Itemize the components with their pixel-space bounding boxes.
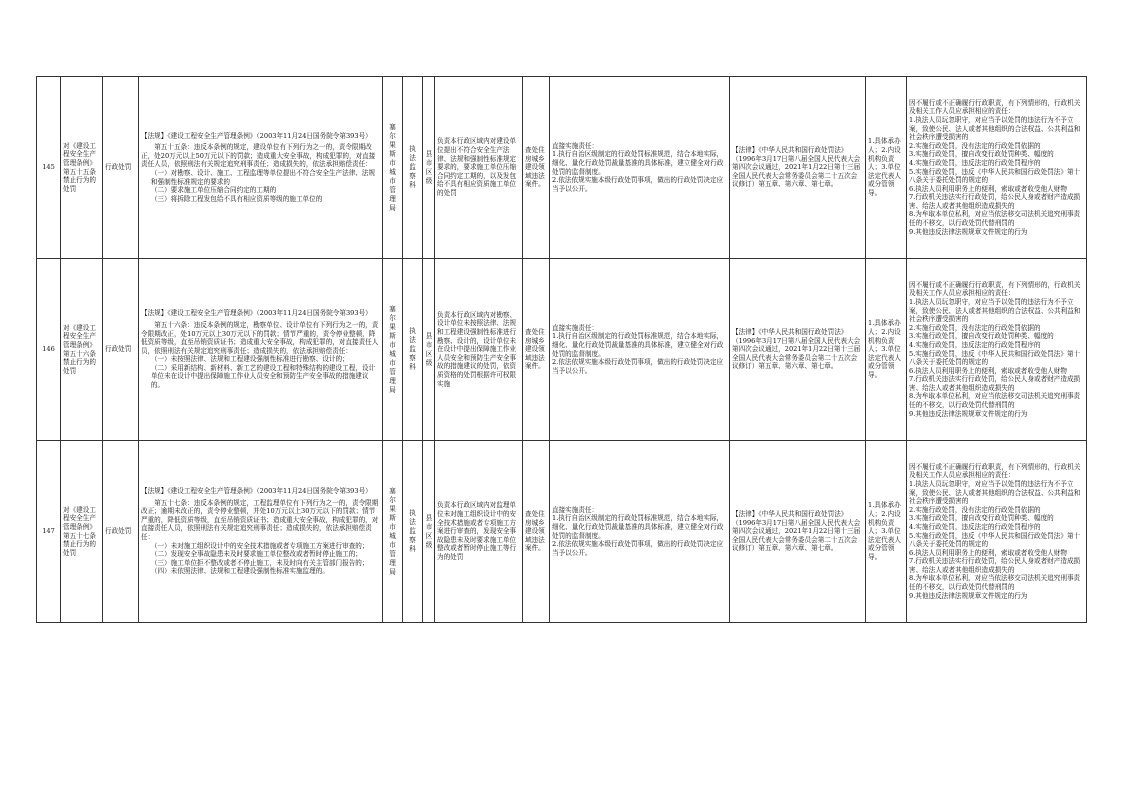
item-name: 对《建设工程安全生产管理条例》第五十六条禁止行为的处罚	[61, 259, 103, 441]
duty-items	[550, 77, 730, 259]
admin-level: 县市区级	[423, 259, 435, 441]
duty-legal-basis	[730, 77, 866, 259]
legal-basis-item: （二）发现安全事故隐患未及时要求施工单位整改或者暂时停止施工的；	[150, 550, 362, 559]
duty-legal-basis-line: 第五章、第六章、第七章。	[758, 362, 838, 371]
legal-basis-items	[141, 169, 380, 203]
duty-items	[550, 259, 730, 441]
matching-duty: 查处住房城乡建设领域违法案件。	[523, 259, 550, 441]
liability-line: 2.实施行政处罚，没有法定的行政处罚依据的	[909, 323, 1041, 332]
row-number: 147	[37, 441, 61, 623]
liability-line: 1.执法人员玩忽职守，对应当予以处罚的违法行为不予立案，致使公民、法人或者其他组织的合法权益、公共利益和社会秩序遭受损害的	[909, 479, 1081, 506]
liability-line: 3.实施行政处罚，擅自改变行政处罚种类、幅度的	[909, 514, 1054, 523]
admin-level: 县市区级	[423, 441, 435, 623]
implementing-subject: 塞尔果斯市城市管理局	[383, 441, 403, 623]
liability-line: 8.为牟取本单位私利，对应当依法移交司法机关追究刑事责任的不移交，以行政处罚代替刑罚的	[909, 574, 1081, 592]
legal-basis-law: 【法规】《建设工程安全生产管理条例》（2003年11月24日国务院令第393号）	[141, 487, 372, 496]
matching-duty: 查处住房城乡建设领域违法案件。	[523, 77, 550, 259]
legal-basis-item: （二）要求施工单位压缩合同约定的工期的	[150, 186, 277, 195]
liable-persons	[866, 77, 907, 259]
liability-line: 6.执法人员利用职务上的便利，索取或者收受他人财物	[909, 548, 1067, 557]
legal-basis-items	[141, 542, 380, 576]
liability-line: 7.行政机关违法实行行政处罚，给公民人身或者财产造成损害、给法人或者其他组织造成损失的	[909, 557, 1081, 574]
liable-persons	[866, 259, 907, 441]
liable-person-line: 3.单位法定代表人或分管领导。	[868, 527, 901, 561]
liability-line: 8.为牟取本单位私利，对应当依法移交司法机关追究刑事责任的不移交，以行政处罚代替刑罚的	[909, 210, 1081, 228]
internal-unit: 执法监察科	[403, 259, 423, 441]
item-category: 行政处罚	[103, 77, 139, 259]
legal-basis-article: 第五十五条：违反本条例的规定，建设单位有下列行为之一的，责令限期改正，处20万元以上50万元以下的罚款；造成重大安全事故，构成犯罪的，对直接责任人员，依照刑法有关规定追究刑事责任；造成损失的，依法承担赔偿责任：	[141, 143, 376, 169]
liability-line: 1.执法人员玩忽职守，对应当予以处罚的违法行为不予立案，致使公民、法人或者其他组织的合法权益、公共利益和社会秩序遭受损害的	[909, 297, 1081, 324]
implementing-subject: 塞尔果斯市城市管理局	[383, 259, 403, 441]
liability-line: 因不履行或不正确履行行政职责，有下列情形的，行政机关及相关工作人员应承担相应的责任：	[909, 280, 1081, 298]
liability-line: 5.实施行政处罚，违反《中华人民共和国行政处罚法》第十八条关于委托处罚的规定的	[909, 349, 1081, 367]
item-category: 行政处罚	[103, 441, 139, 623]
liable-person-line: 1.具体承办人；	[868, 137, 901, 155]
liability-line: 5.实施行政处罚，违反《中华人民共和国行政处罚法》第十八条关于委托处罚的规定的	[909, 531, 1081, 549]
legal-basis-law: 【法规】《建设工程安全生产管理条例》（2003年11月24日国务院令第393号）	[141, 309, 372, 318]
duty-line: 1.执行自治区级制定的行政处罚标准规范，结合本地实际，细化、量化行政处罚裁量基准的具体标准，建立健全对行政处罚的监督制度。	[552, 514, 724, 540]
duty-list-table	[36, 76, 1087, 623]
legal-basis-item: （四）未依照法律、法规和工程建设强制性标准实施监理的。	[150, 567, 329, 576]
liability-line: 5.实施行政处罚，违反《中华人民共和国行政处罚法》第十八条关于委托处罚的规定的	[909, 167, 1081, 185]
duty-legal-basis	[730, 259, 866, 441]
legal-basis-item: （一）对勘察、设计、施工、工程监理等单位提出不符合安全生产法律、法规和强制性标准规定的要求的	[150, 169, 376, 186]
responsibility-division: 负责本行政区域内对监理单位未对施工组织设计中的安全技术措施或者专项施工方案进行审查的，发现安全事故隐患未及时要求施工单位整改或者暂时停止施工等行为的处罚	[435, 441, 523, 623]
duty-line: 直接实施责任：	[552, 505, 599, 514]
liability-line: 8.为牟取本单位私利，对应当依法移交司法机关追究刑事责任的不移交，以行政处罚代替刑罚的	[909, 392, 1081, 410]
internal-unit: 执法监察科	[403, 77, 423, 259]
liability-line: 4.实施行政处罚，违反法定的行政处罚程序的	[909, 522, 1041, 531]
duty-legal-basis-line: 第五章、第六章、第七章。	[758, 180, 838, 189]
liability-line: 因不履行或不正确履行行政职责，有下列情形的，行政机关及相关工作人员应承担相应的责任：	[909, 462, 1081, 480]
liability-conditions	[907, 77, 1087, 259]
legal-basis-item: （三）将拆除工程发包给不具有相应资质等级的施工单位的	[150, 194, 323, 203]
legal-basis-item: （二）采用新结构、新材料、新工艺的建设工程和特殊结构的建设工程，设计单位未在设计中提出保障施工作业人员安全和预防生产安全事故的措施建议的。	[150, 363, 376, 390]
duty-line: 直接实施责任：	[552, 323, 599, 332]
legal-basis-items	[141, 355, 380, 389]
duty-line: 2.依法依规实施本级行政处罚事项，做出的行政处罚决定应当予以公开。	[552, 358, 724, 375]
table-row	[37, 441, 1087, 623]
liable-person-line: 3.单位法定代表人或分管领导。	[868, 163, 901, 197]
matching-duty: 查处住房城乡建设领域违法案件。	[523, 441, 550, 623]
liable-person-line: 2.内设机构负责人；	[868, 328, 901, 354]
liability-line: 2.实施行政处罚，没有法定的行政处罚依据的	[909, 505, 1041, 514]
duty-legal-basis-line: 【法律】《中华人民共和国行政处罚法》（1996年3月17日第八届全国人民代表大会第四次会议通过，2021年1月22日第十三届全国人民代表大会常务委员会第二十五次会议修订）	[732, 146, 861, 189]
liability-conditions	[907, 441, 1087, 623]
liability-line: 7.行政机关违法实行行政处罚，给公民人身或者财产造成损害、给法人或者其他组织造成损失的	[909, 375, 1081, 392]
duty-line: 1.执行自治区级制定的行政处罚标准规范，结合本地实际，细化、量化行政处罚裁量基准的具体标准，建立健全对行政处罚的监督制度。	[552, 150, 724, 176]
legal-basis-article: 第五十六条：违反本条例的规定，勘察单位、设计单位有下列行为之一的，责令限期改正，处10万元以上30万元以下的罚款；情节严重的，责令停业整顿，降低资质等级，直至吊销资质证书；造成重大安全事故，构成犯罪的，对直接责任人员，依照刑法有关规定追究刑事责任；造成损失的，依法承担赔偿责任：	[141, 320, 379, 355]
legal-basis-item: （一）未按照法律、法规和工程建设强制性标准进行勘察、设计的；	[150, 355, 349, 364]
legal-basis	[139, 77, 383, 259]
liable-persons	[866, 441, 907, 623]
liability-line: 4.实施行政处罚，违反法定的行政处罚程序的	[909, 340, 1041, 349]
responsibility-division: 负责本行政区域内对建设单位提出不符合安全生产法律、法规和强制性标准规定要求的，要求施工单位压缩合同约定工期的，以及发包给不具有相应资质施工单位的处罚	[435, 77, 523, 259]
table-row	[37, 259, 1087, 441]
liability-line: 7.行政机关违法实行行政处罚，给公民人身或者财产造成损害、给法人或者其他组织造成损失的	[909, 193, 1081, 210]
duty-line: 1.执行自治区级制定的行政处罚标准规范，结合本地实际，细化、量化行政处罚裁量基准的具体标准，建立健全对行政处罚的监督制度。	[552, 332, 724, 358]
duty-legal-basis	[730, 441, 866, 623]
liability-line: 3.实施行政处罚，擅自改变行政处罚种类、幅度的	[909, 332, 1054, 341]
duty-legal-basis-line: 第五章、第六章、第七章。	[758, 544, 838, 553]
legal-basis	[139, 259, 383, 441]
duty-line: 2.依法依规实施本级行政处罚事项，做出的行政处罚决定应当予以公开。	[552, 540, 724, 557]
liability-conditions	[907, 259, 1087, 441]
liability-line: 6.执法人员利用职务上的便利，索取或者收受他人财物	[909, 366, 1067, 375]
row-number: 146	[37, 259, 61, 441]
legal-basis-law: 【法规】《建设工程安全生产管理条例》（2003年11月24日国务院令第393号）	[141, 131, 372, 140]
item-category: 行政处罚	[103, 259, 139, 441]
responsibility-division: 负责本行政区域内对勘察、设计单位未按照法律、法规和工程建设强制性标准进行勘察、设计的，设计单位未在设计中提出保障施工作业人员安全和预防生产安全事故的措施建议的处罚，依资质资格的处罚根据许可权限实施	[435, 259, 523, 441]
liability-line: 9.其他违反法律法规规章文件规定的行为	[909, 591, 1028, 600]
item-name: 对《建设工程安全生产管理条例》第五十五条禁止行为的处罚	[61, 77, 103, 259]
duty-line: 2.依法依规实施本级行政处罚事项，做出的行政处罚决定应当予以公开。	[552, 176, 724, 193]
legal-basis-article: 第五十七条：违反本条例的规定，工程监理单位有下列行为之一的，责令限期改正；逾期未改正的，责令停业整顿，并处10万元以上30万元以下的罚款；情节严重的，降低资质等级，直至吊销资质证书；造成重大安全事故，构成犯罪的，对直接责任人员，依照刑法有关规定追究刑事责任；造成损失的，依法承担赔偿责任：	[141, 498, 379, 541]
duty-legal-basis-line: 【法律】《中华人民共和国行政处罚法》（1996年3月17日第八届全国人民代表大会第四次会议通过，2021年1月22日第十三届全国人民代表大会常务委员会第二十五次会议修订）	[732, 328, 861, 371]
legal-basis	[139, 441, 383, 623]
internal-unit: 执法监察科	[403, 441, 423, 623]
liability-line: 9.其他违反法律法规规章文件规定的行为	[909, 227, 1028, 236]
duty-line: 直接实施责任：	[552, 141, 599, 150]
liable-person-line: 1.具体承办人；	[868, 501, 901, 519]
liability-line: 4.实施行政处罚，违反法定的行政处罚程序的	[909, 158, 1041, 167]
table-row	[37, 77, 1087, 259]
liable-person-line: 3.单位法定代表人或分管领导。	[868, 345, 901, 379]
liability-line: 1.执法人员玩忽职守，对应当予以处罚的违法行为不予立案，致使公民、法人或者其他组织的合法权益、公共利益和社会秩序遭受损害的	[909, 115, 1081, 142]
liability-line: 9.其他违反法律法规规章文件规定的行为	[909, 409, 1028, 418]
liability-line: 3.实施行政处罚，擅自改变行政处罚种类、幅度的	[909, 150, 1054, 159]
row-number: 145	[37, 77, 61, 259]
legal-basis-item: （三）施工单位拒不整改或者不停止施工，未及时向有关主管部门报告的；	[150, 558, 369, 567]
duty-items	[550, 441, 730, 623]
liability-line: 2.实施行政处罚，没有法定的行政处罚依据的	[909, 141, 1041, 150]
admin-level: 县市区级	[423, 77, 435, 259]
duty-legal-basis-line: 【法律】《中华人民共和国行政处罚法》（1996年3月17日第八届全国人民代表大会第四次会议通过，2021年1月22日第十三届全国人民代表大会常务委员会第二十五次会议修订）	[732, 510, 861, 553]
liability-line: 6.执法人员利用职务上的便利，索取或者收受他人财物	[909, 184, 1067, 193]
liability-line: 因不履行或不正确履行行政职责，有下列情形的，行政机关及相关工作人员应承担相应的责任：	[909, 98, 1081, 116]
liable-person-line: 1.具体承办人；	[868, 319, 901, 337]
legal-basis-item: （一）未对施工组织设计中的安全技术措施或者专项施工方案进行审查的；	[150, 541, 369, 550]
item-name: 对《建设工程安全生产管理条例》第五十七条禁止行为的处罚	[61, 441, 103, 623]
liable-person-line: 2.内设机构负责人；	[868, 146, 901, 172]
implementing-subject: 塞尔果斯市城市管理局	[383, 77, 403, 259]
liable-person-line: 2.内设机构负责人；	[868, 510, 901, 536]
